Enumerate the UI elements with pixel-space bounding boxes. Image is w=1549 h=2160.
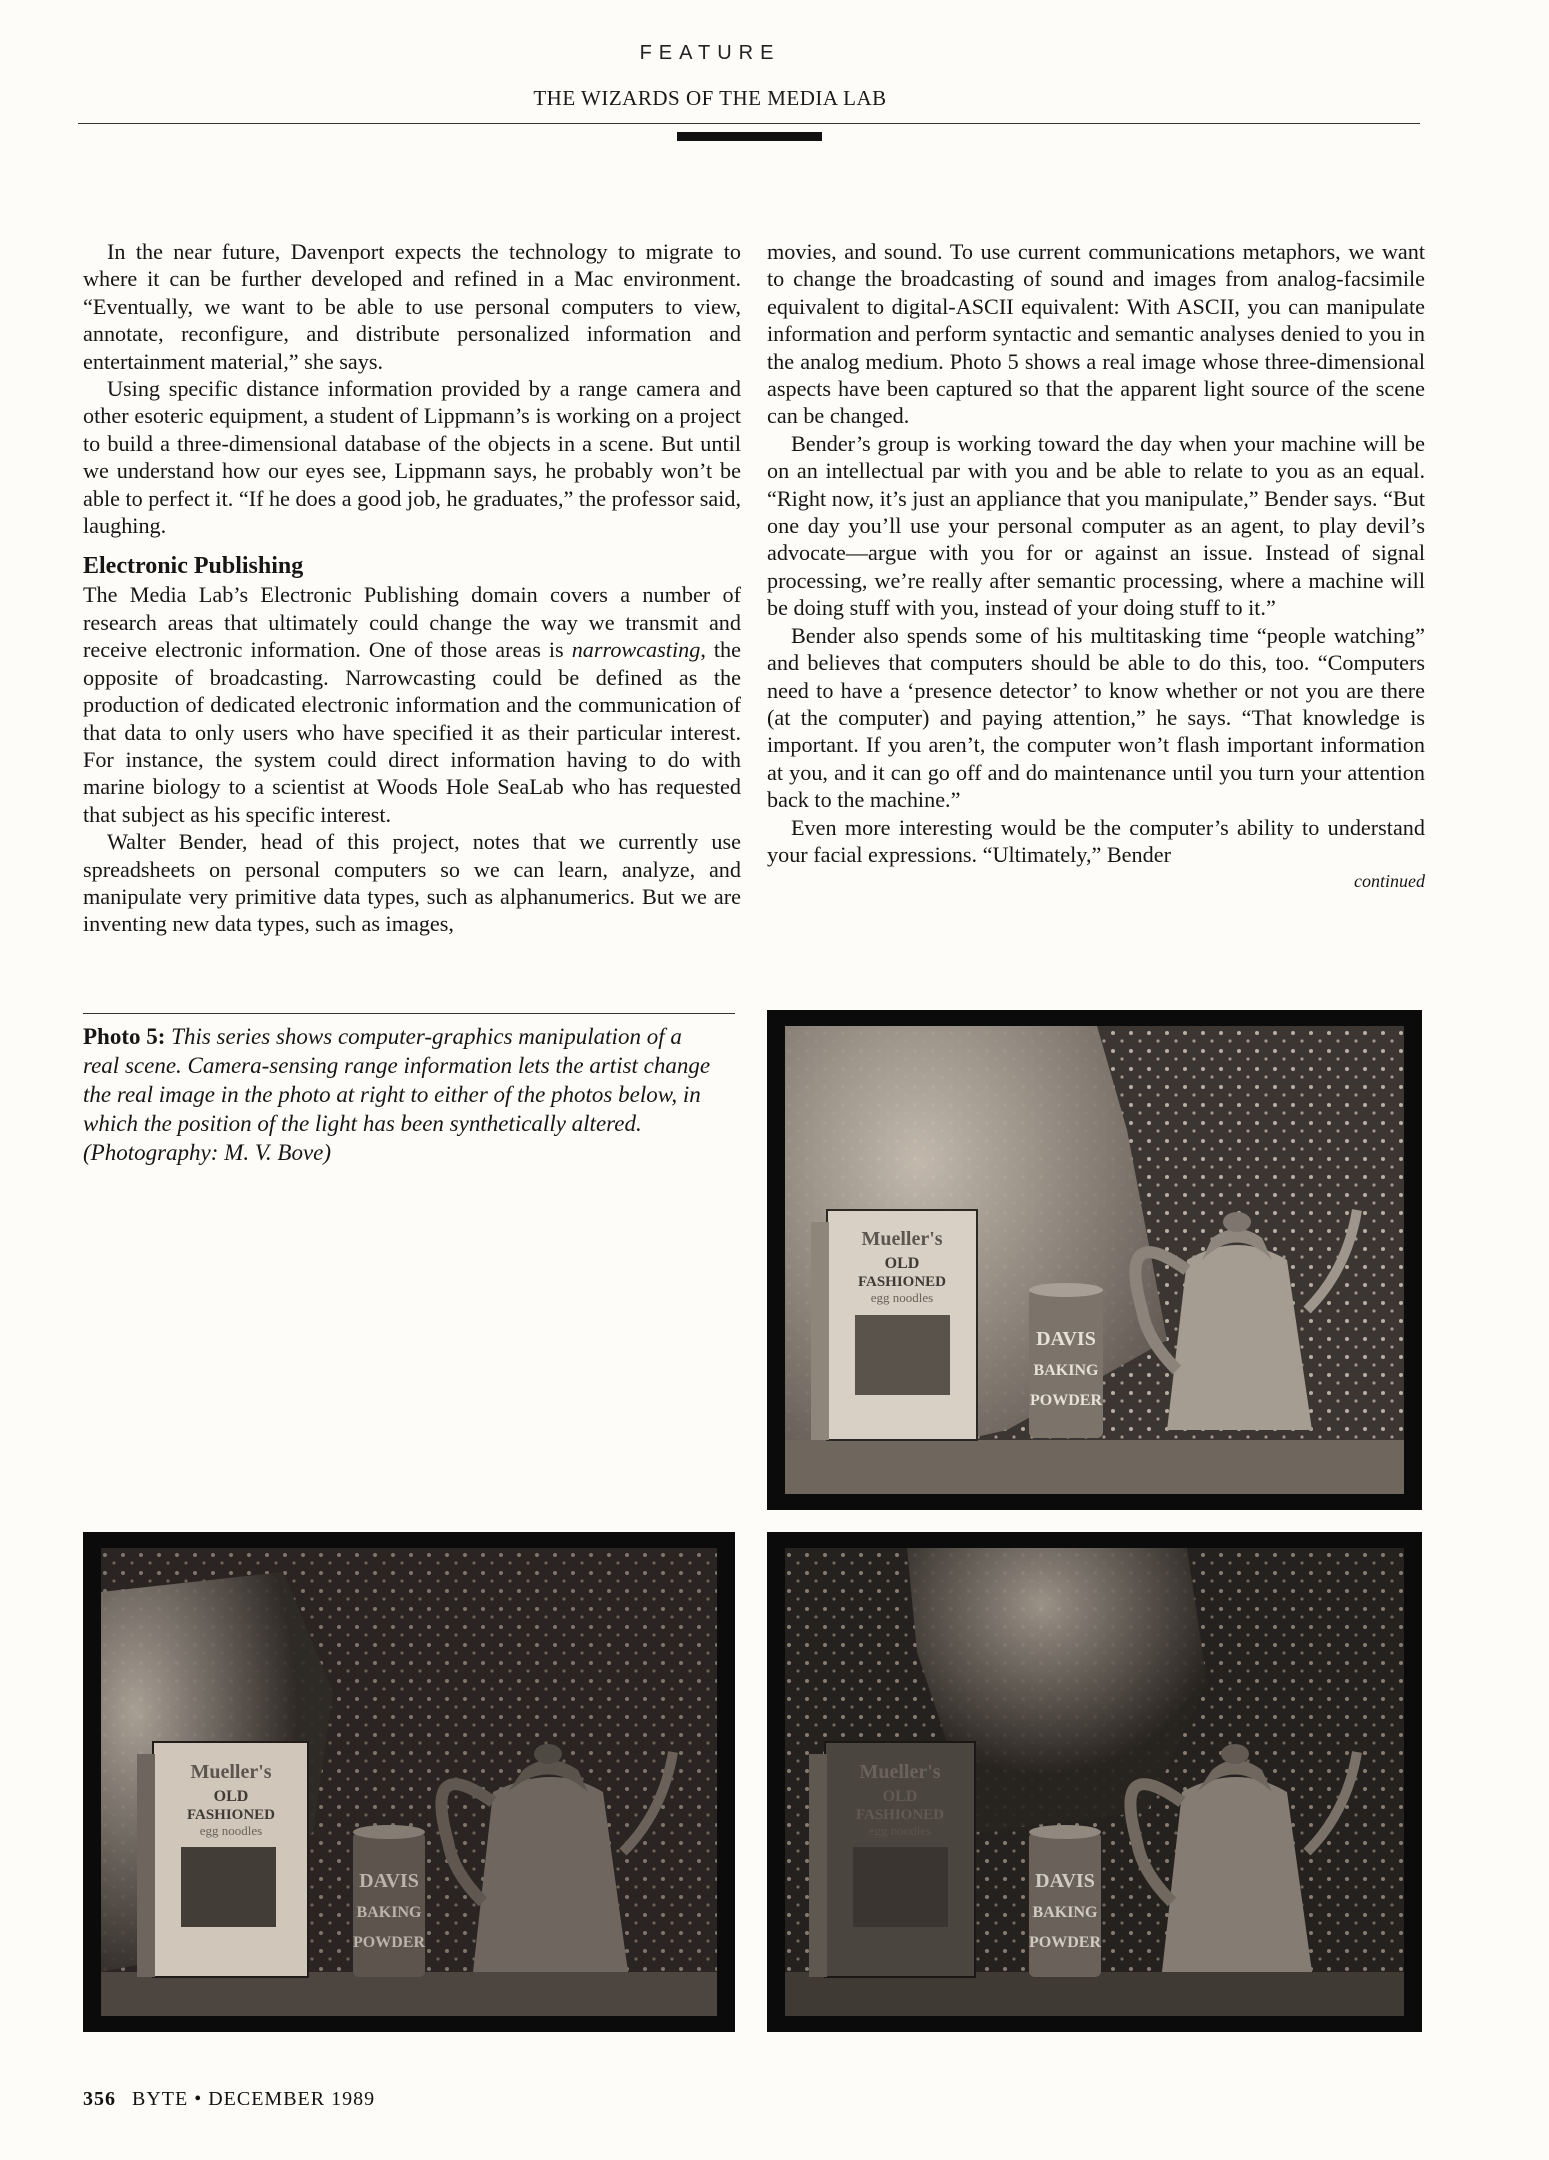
can-line3: POWDER	[353, 1934, 425, 1951]
box-line2: FASHIONED	[855, 1807, 945, 1823]
page-footer	[83, 2088, 375, 2111]
publication-info: BYTE • DECEMBER 1989	[132, 2088, 376, 2110]
box-brand: Mueller's	[859, 1761, 941, 1783]
caption-text: This series shows computer-graphics manipulation of a real scene. Camera-sensing range information lets the artist change the real image in the photo at right to either of the photos below, in which the position of the light has been synthetically altered. (Photography: M. V. Bove)	[83, 1024, 711, 1165]
can-line2: BAKING	[1032, 1904, 1098, 1921]
section-heading: Electronic Publishing	[83, 553, 304, 580]
text-run: , the opposite of broadcasting. Narrowcasting could be defined as the production of dedicated electronic information and the communication of that data to only users who have specified it as their particular interest. For instance, the system could direct information having to do with marine biology to a scientist at Woods Hole SeaLab who has requested that subject as his specific interest.	[83, 637, 741, 827]
photo-relit-right	[767, 1532, 1422, 2032]
can-line1: DAVIS	[1036, 1328, 1096, 1350]
paragraph	[83, 581, 741, 828]
running-title: THE WIZARDS OF THE MEDIA LAB	[533, 86, 887, 110]
box-line1: OLD	[884, 1255, 920, 1272]
still-life-image	[767, 1010, 1422, 1510]
box-line3: egg noodles	[870, 1290, 934, 1305]
paragraph: In the near future, Davenport expects the technology to migrate to where it can be further developed and refined in a Mac environment. “Eventually, we want to be able to use personal computers to view, annotate, reconfigure, and distribute personalized information and entertainment material,” she says.	[83, 239, 741, 374]
box-line2: FASHIONED	[186, 1807, 276, 1823]
paragraph: movies, and sound. To use current communications metaphors, we want to change the broadcasting of sound and images from analog-facsimile equivalent to digital-ASCII equivalent: With ASCII, you can manipulate information and perform syntactic and semantic analyses denied to you in the analog medium. Photo 5 shows a real image whose three-dimensional aspects have been captured so that the apparent light source of the scene can be changed.	[767, 239, 1425, 429]
can-line1: DAVIS	[359, 1870, 419, 1892]
box-line1: OLD	[213, 1788, 249, 1805]
paragraph: Walter Bender, head of this project, notes that we currently use spreadsheets on personal computers so we can learn, analyze, and manipulate very primitive data types, such as alphanumerics. But we are inventing new data types, such as images,	[83, 829, 741, 937]
paragraph: Using specific distance information provided by a range camera and other esoteric equipment, a student of Lippmann’s is working on a project to build a three-dimensional database of the objects in a scene. But until we understand how our eyes see, Lippmann says, he probably won’t be able to perfect it. “If he does a good job, he graduates,” the professor said, laughing.	[83, 376, 741, 539]
header-rule	[78, 123, 1420, 124]
caption-label: Photo 5:	[83, 1024, 166, 1049]
header-bar	[677, 132, 822, 141]
box-line1: OLD	[882, 1788, 918, 1805]
still-life-image	[767, 1532, 1422, 2032]
page-number: 356	[83, 2088, 116, 2110]
box-line3: egg noodles	[199, 1823, 263, 1838]
still-life-image	[83, 1532, 735, 2032]
photo-caption	[83, 1022, 723, 1167]
can-line1: DAVIS	[1035, 1870, 1095, 1892]
photo-relit-left	[83, 1532, 735, 2032]
box-brand: Mueller's	[861, 1228, 943, 1250]
can-line3: POWDER	[1029, 1934, 1101, 1951]
photo-original-scene	[767, 1010, 1422, 1510]
can-line2: BAKING	[1033, 1362, 1099, 1379]
right-column	[767, 238, 1425, 892]
section-kicker: FEATURE	[639, 42, 781, 64]
caption-rule	[83, 1013, 735, 1014]
text-run: The Media Lab’s Electronic Publishing domain covers a number of research areas that ultimately could change the way we transmit and receive electronic information. One of those areas is	[83, 582, 741, 663]
paragraph: Bender’s group is working toward the day when your machine will be on an intellectual par with you and be able to relate to you as an equal. “Right now, it’s just an appliance that you manipulate,” Bender says. “But one day you’ll use your personal computer as an agent, to play devil’s advocate—argue with you for or against an issue. Instead of signal processing, we’re really after semantic processing, where a machine will be doing stuff with you, instead of your doing stuff to it.”	[767, 430, 1425, 621]
left-column	[83, 238, 741, 938]
paragraph: Bender also spends some of his multitasking time “people watching” and believes that computers should be able to do this, too. “Computers need to have a ‘presence detector’ to know whether or not you are there (at the computer) and paying attention,” he says. “That knowledge is important. If you aren’t, the computer won’t flash important information at you, and it can go off and do maintenance until you turn your attention back to the machine.”	[767, 622, 1425, 813]
box-line2: FASHIONED	[857, 1274, 947, 1290]
continued-marker: continued	[1354, 871, 1425, 892]
can-line3: POWDER	[1030, 1392, 1102, 1409]
box-line3: egg noodles	[868, 1823, 932, 1838]
paragraph: Even more interesting would be the computer’s ability to understand your facial expressions. “Ultimately,” Bender	[767, 814, 1425, 867]
can-line2: BAKING	[356, 1904, 422, 1921]
box-brand: Mueller's	[190, 1761, 272, 1783]
italic-term: narrowcasting	[571, 637, 701, 663]
